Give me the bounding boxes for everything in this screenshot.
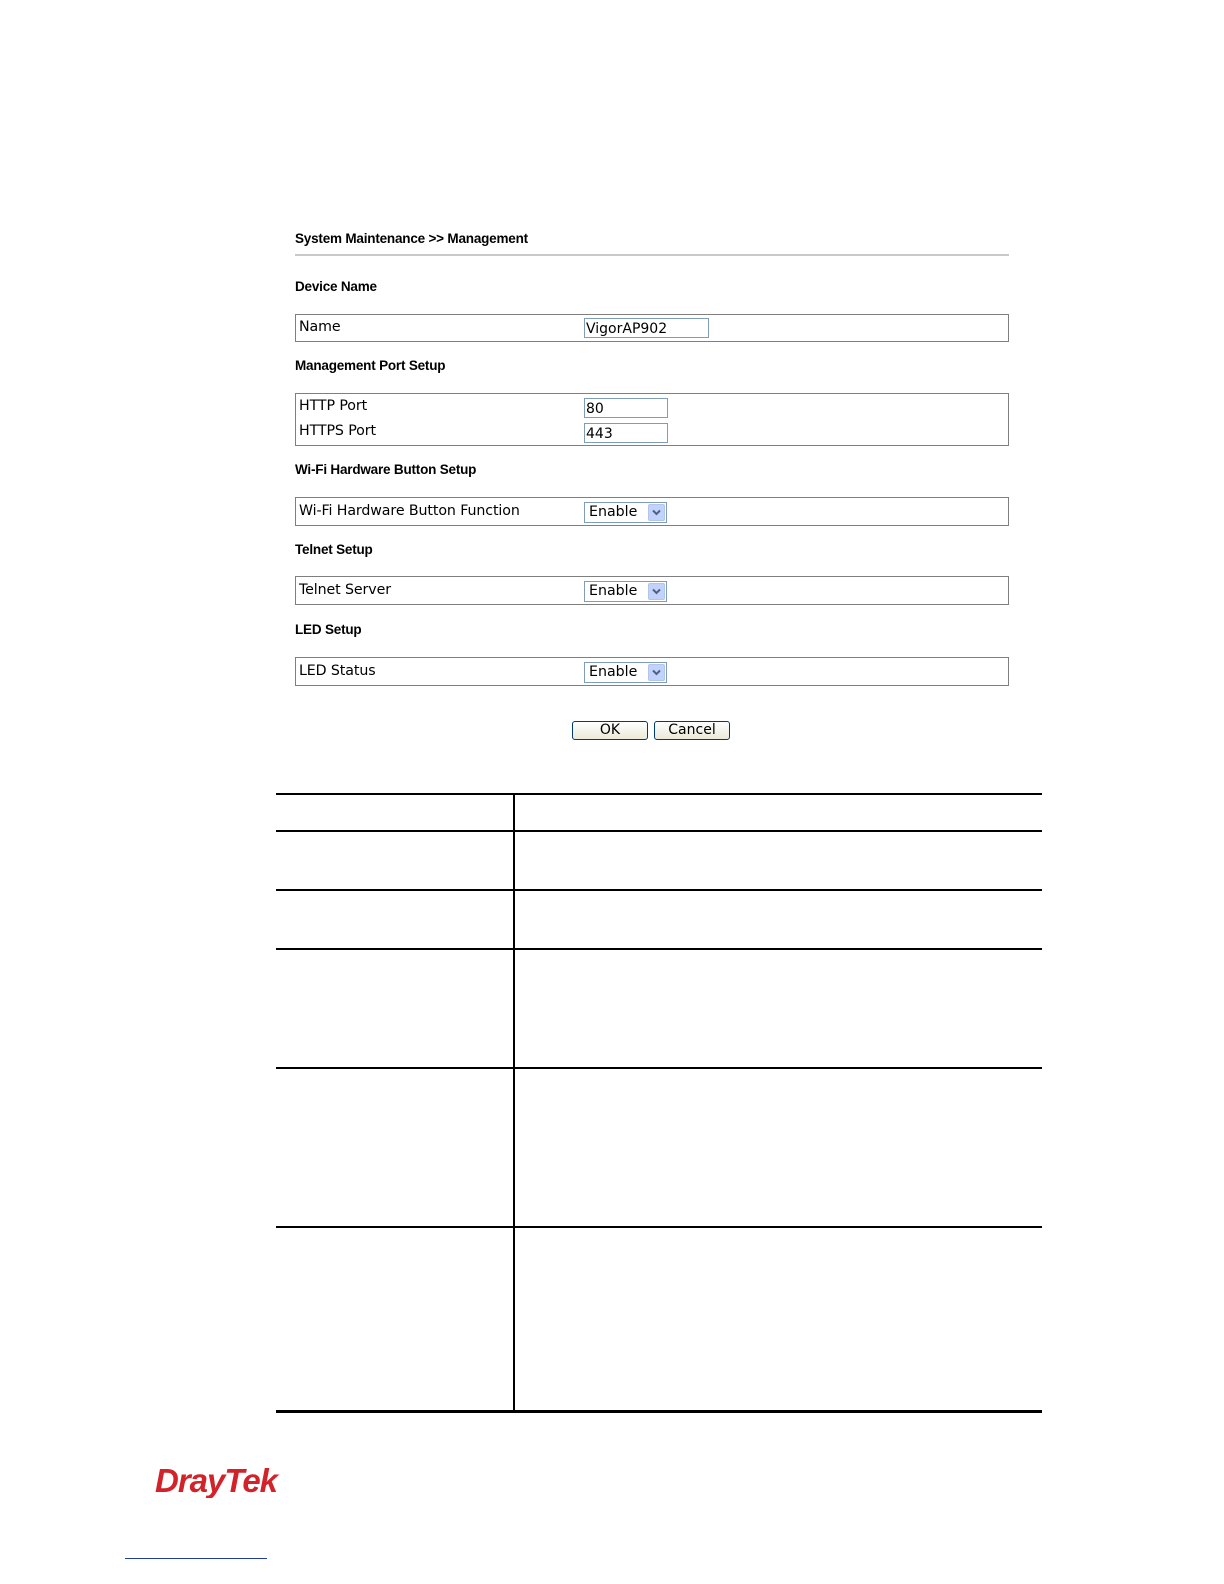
page-title: System Maintenance >> Management xyxy=(295,231,528,246)
wifi-button-function-label: Wi-Fi Hardware Button Function xyxy=(299,503,520,519)
led-status-label: LED Status xyxy=(299,663,376,679)
http-port-input[interactable] xyxy=(584,398,668,418)
table-rule xyxy=(276,1226,1042,1228)
logo-text: DrayTek xyxy=(155,1462,278,1498)
chevron-down-icon[interactable] xyxy=(648,583,665,600)
footer-rule xyxy=(125,1558,267,1559)
https-port-input[interactable] xyxy=(584,423,668,443)
led-panel xyxy=(295,657,1009,686)
table-rule xyxy=(276,948,1042,950)
table-rule xyxy=(276,1067,1042,1069)
table-rule xyxy=(276,830,1042,832)
telnet-server-label: Telnet Server xyxy=(299,582,391,598)
device-name-panel xyxy=(295,314,1009,342)
device-name-section-title: Device Name xyxy=(295,279,377,294)
wifi-button-section-title: Wi-Fi Hardware Button Setup xyxy=(295,462,477,477)
telnet-server-row xyxy=(296,578,1008,603)
title-divider xyxy=(295,254,1009,256)
ok-button[interactable]: OK xyxy=(572,721,648,740)
wifi-button-function-select[interactable] xyxy=(584,502,667,523)
device-name-input[interactable] xyxy=(584,318,709,338)
draytek-logo xyxy=(155,1462,287,1502)
table-rule xyxy=(276,793,1042,795)
telnet-section-title: Telnet Setup xyxy=(295,542,373,557)
chevron-down-icon[interactable] xyxy=(648,504,665,521)
device-name-row xyxy=(296,315,1008,340)
http-port-label: HTTP Port xyxy=(299,398,368,414)
telnet-panel xyxy=(295,576,1009,605)
http-port-row xyxy=(296,394,1008,419)
name-label: Name xyxy=(299,319,341,335)
led-status-row xyxy=(296,659,1008,684)
wifi-button-function-value: Enable xyxy=(589,504,638,520)
led-status-select[interactable] xyxy=(584,662,667,683)
led-status-value: Enable xyxy=(589,664,638,680)
table-rule xyxy=(276,1410,1042,1413)
telnet-server-select[interactable] xyxy=(584,581,667,602)
https-port-label: HTTPS Port xyxy=(299,423,376,439)
cancel-button[interactable]: Cancel xyxy=(654,721,730,740)
management-port-section-title: Management Port Setup xyxy=(295,358,446,373)
wifi-button-panel xyxy=(295,497,1009,526)
management-port-panel xyxy=(295,393,1009,446)
table-column-divider xyxy=(513,793,515,1411)
wifi-button-row xyxy=(296,499,1008,524)
chevron-down-icon[interactable] xyxy=(648,664,665,681)
table-rule xyxy=(276,889,1042,891)
telnet-server-value: Enable xyxy=(589,583,638,599)
led-section-title: LED Setup xyxy=(295,622,362,637)
https-port-row xyxy=(296,419,1008,444)
